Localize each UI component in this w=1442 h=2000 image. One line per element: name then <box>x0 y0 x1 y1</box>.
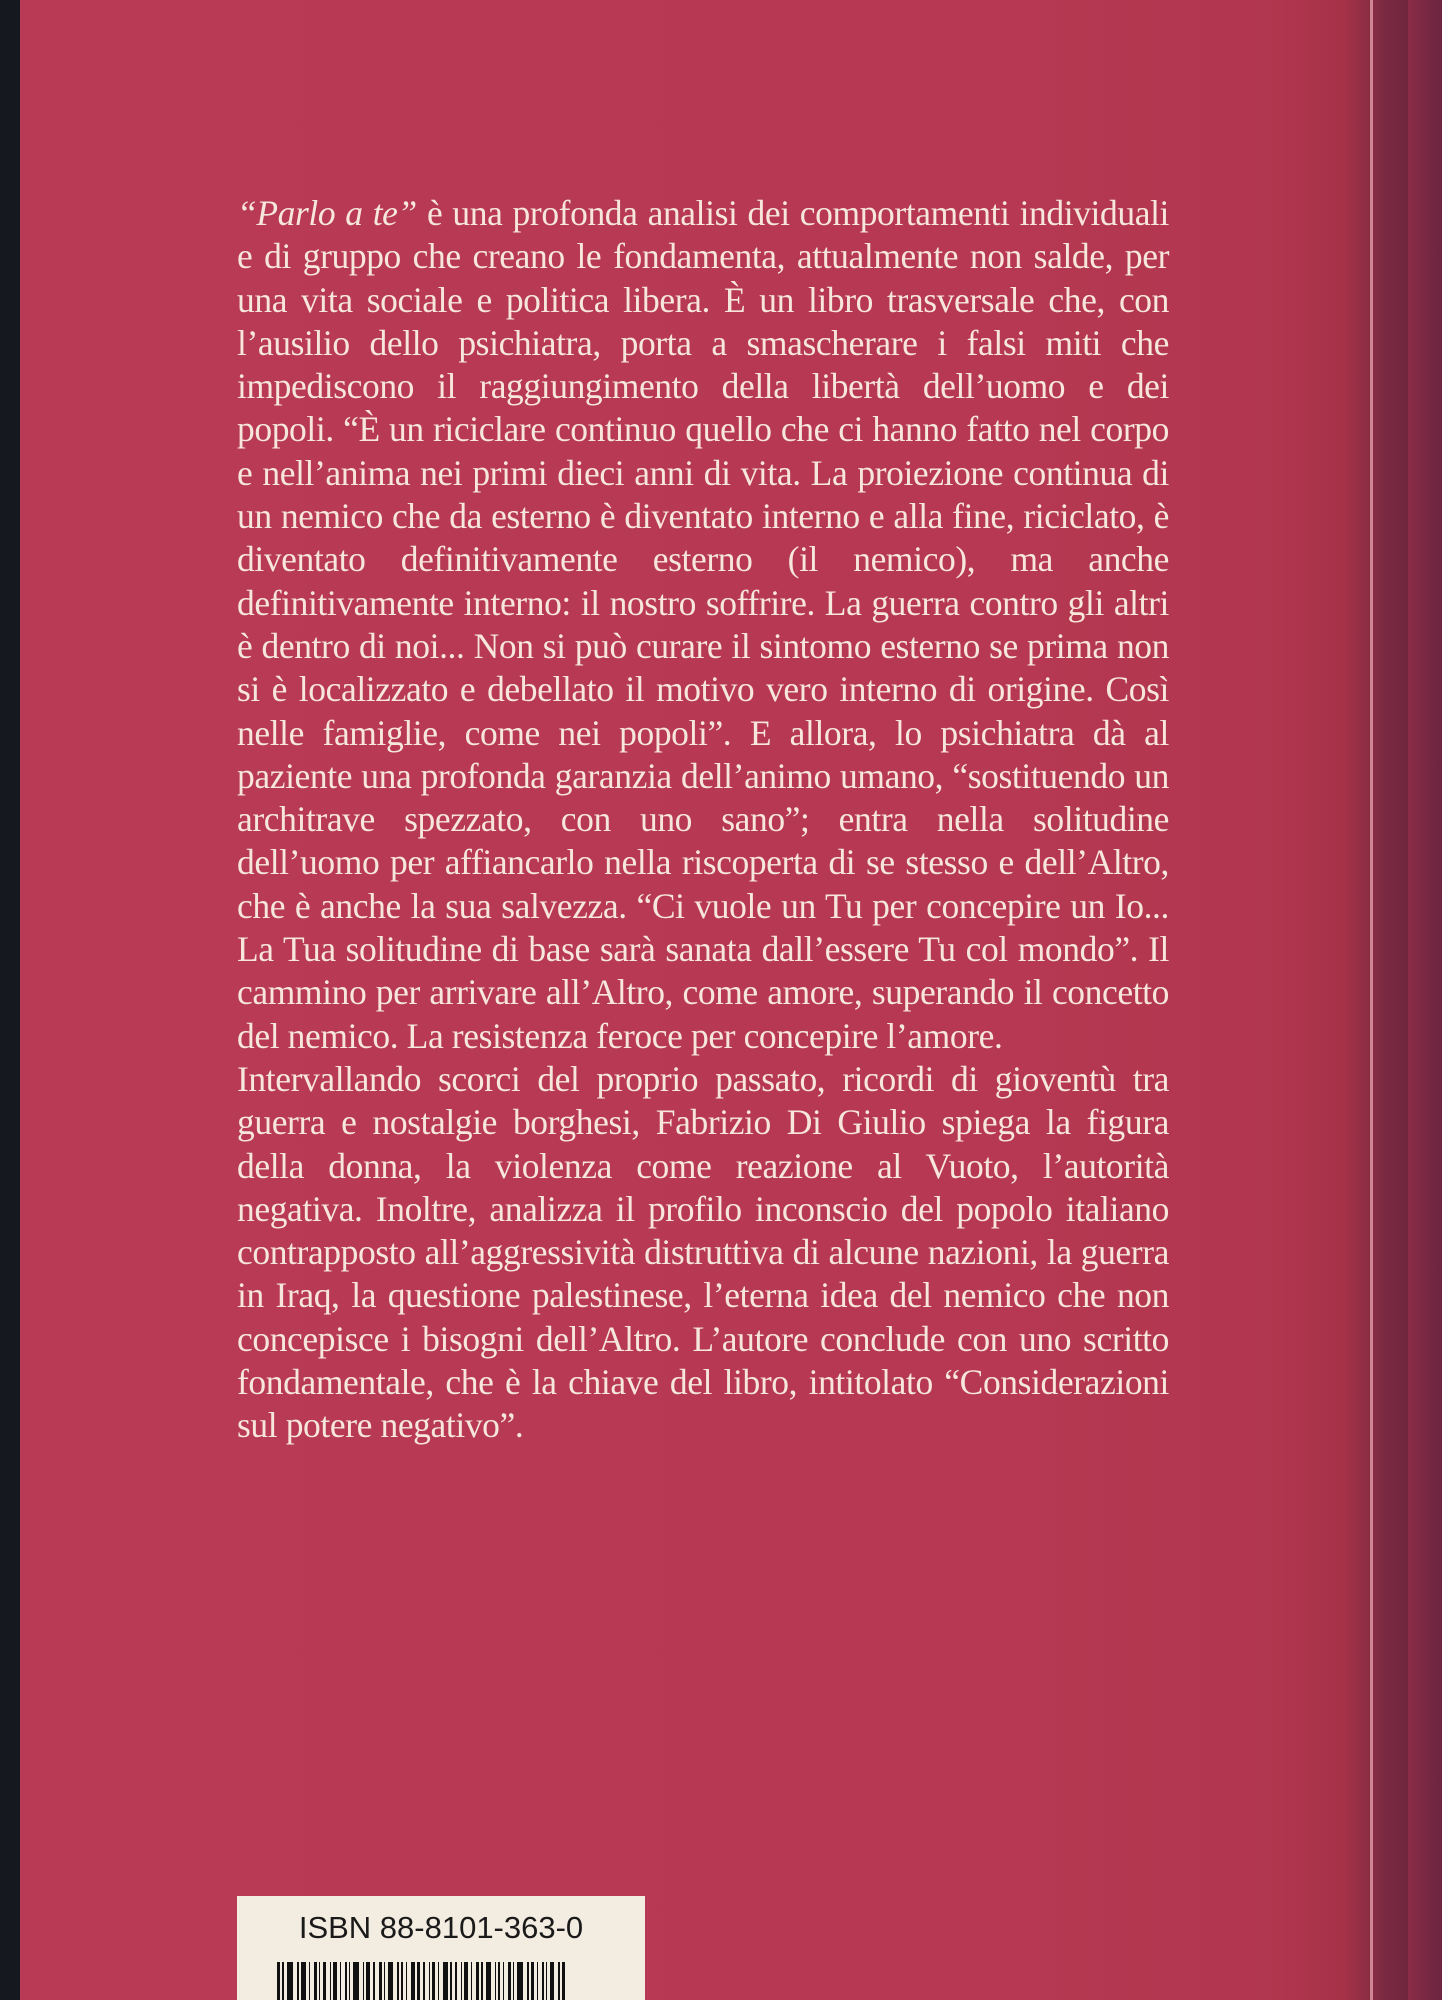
blurb-paragraph-1 <box>237 192 1169 1058</box>
barcode-bar <box>287 1962 293 2000</box>
barcode-bar <box>349 1962 350 2000</box>
barcode-bar <box>319 1962 320 2000</box>
spine-crease-line <box>1370 0 1373 2000</box>
scan-left-edge <box>0 0 20 2000</box>
barcode-bar <box>443 1962 448 2000</box>
book-title-italic: “Parlo a te” <box>237 193 417 233</box>
barcode-bar <box>513 1962 514 2000</box>
barcode-bar <box>363 1962 364 2000</box>
barcode-bar <box>314 1962 317 2000</box>
barcode-bar <box>546 1962 547 2000</box>
blurb-paragraph-2: Intervallando scorci del proprio passato, ricordi di gioventù tra guerra e nostalgie borghesi, Fabrizio Di Giulio spiega la figura della donna, la violenza come reazione al Vuoto, l’autorità negativa. Inoltre, analizza il profilo inconscio del popolo italiano contrapposto all’aggressività distruttiva di alcune nazioni, la guerra in Iraq, la questione palestinese, l’eterna idea del nemico che non concepisce i bisogni dell’Altro. L’autore conclude con uno scritto fondamentale, che è la chiave del libro, intitolato “Considerazioni sul potere negativo”. <box>237 1058 1169 1446</box>
barcode-bar <box>558 1962 560 2000</box>
barcode-bar <box>498 1962 500 2000</box>
barcode-bar <box>388 1962 393 2000</box>
barcode-bar <box>345 1962 347 2000</box>
barcode-bar <box>517 1962 523 2000</box>
barcode-bar <box>309 1962 310 2000</box>
barcode-bar <box>471 1962 472 2000</box>
barcode-bar <box>495 1962 496 2000</box>
barcode <box>277 1962 605 2000</box>
isbn-number: ISBN 88-8101-363-0 <box>298 1910 584 1945</box>
barcode-bar <box>366 1962 370 2000</box>
barcode-bar <box>411 1962 415 2000</box>
barcode-bar <box>429 1962 430 2000</box>
barcode-bar <box>542 1962 544 2000</box>
barcode-bar <box>353 1962 359 2000</box>
barcode-bar <box>486 1962 491 2000</box>
barcode-bar <box>531 1962 534 2000</box>
barcode-bar <box>562 1962 565 2000</box>
book-spine <box>1408 0 1442 2000</box>
barcode-bar <box>423 1962 425 2000</box>
barcode-bar <box>384 1962 385 2000</box>
barcode-bar <box>330 1962 331 2000</box>
barcode-bar <box>379 1962 382 2000</box>
barcode-bar <box>503 1962 504 2000</box>
isbn-barcode-label <box>237 1896 645 2000</box>
barcode-bar <box>464 1962 468 2000</box>
barcode-bar <box>397 1962 399 2000</box>
barcode-bar <box>417 1962 420 2000</box>
blurb-paragraph-1-text: è una profonda analisi dei comportamenti individuali e di gruppo che creano le fondamenta, attualmente non salde, per una vita sociale e politica libera. È un libro trasversale che, con l’ausilio dello psichiatra, porta a smascherare i falsi miti che impediscono il raggiungimento della libertà dell’uomo e dei popoli. “È un riciclare continuo quello che ci hanno fatto nel corpo e nell’anima nei primi dieci anni di vita. La proiezione continua di un nemico che da esterno è diventato interno e alla fine, riciclato, è diventato definitivamente esterno (il nemico), ma anche definitivamente interno: il nostro soffrire. La guerra contro gli altri è dentro di noi... Non si può curare il sintomo esterno se prima non si è localizzato e debellato il motivo vero interno di origine. Così nelle famiglie, come nei popoli”. E allora, lo psichiatra dà al paziente una profonda garanzia dell’animo umano, “sostituendo un architrave spezzato, con uno sano”; entra nella solitudine dell’uomo per affiancarlo nella riscoperta di se stesso e dell’Altro, che è anche la sua salvezza. “Ci vuole un Tu per concepire un Io... La Tua solitudine di base sarà sanata dall’essere Tu col mondo”. Il cammino per arrivare all’Altro, come amore, superando il concetto del nemico. La resistenza feroce per concepire l’amore. <box>237 193 1169 1056</box>
barcode-bar <box>481 1962 483 2000</box>
barcode-bar <box>373 1962 375 2000</box>
barcode-bar <box>450 1962 452 2000</box>
barcode-bar <box>340 1962 341 2000</box>
barcode-bar <box>432 1962 435 2000</box>
barcode-bar <box>438 1962 439 2000</box>
barcode-bar <box>401 1962 403 2000</box>
barcode-bar <box>455 1962 457 2000</box>
back-cover-blurb <box>237 192 1169 1448</box>
barcode-bar <box>527 1962 529 2000</box>
barcode-bar <box>550 1962 554 2000</box>
barcode-bar <box>323 1962 326 2000</box>
barcode-bar <box>461 1962 462 2000</box>
barcode-bar <box>476 1962 479 2000</box>
barcode-bar <box>301 1962 306 2000</box>
barcode-bar <box>508 1962 511 2000</box>
barcode-bar <box>333 1962 337 2000</box>
barcode-bar <box>406 1962 407 2000</box>
barcode-bar <box>537 1962 538 2000</box>
barcode-bar <box>282 1962 284 2000</box>
barcode-bar <box>297 1962 299 2000</box>
barcode-bar <box>277 1962 280 2000</box>
